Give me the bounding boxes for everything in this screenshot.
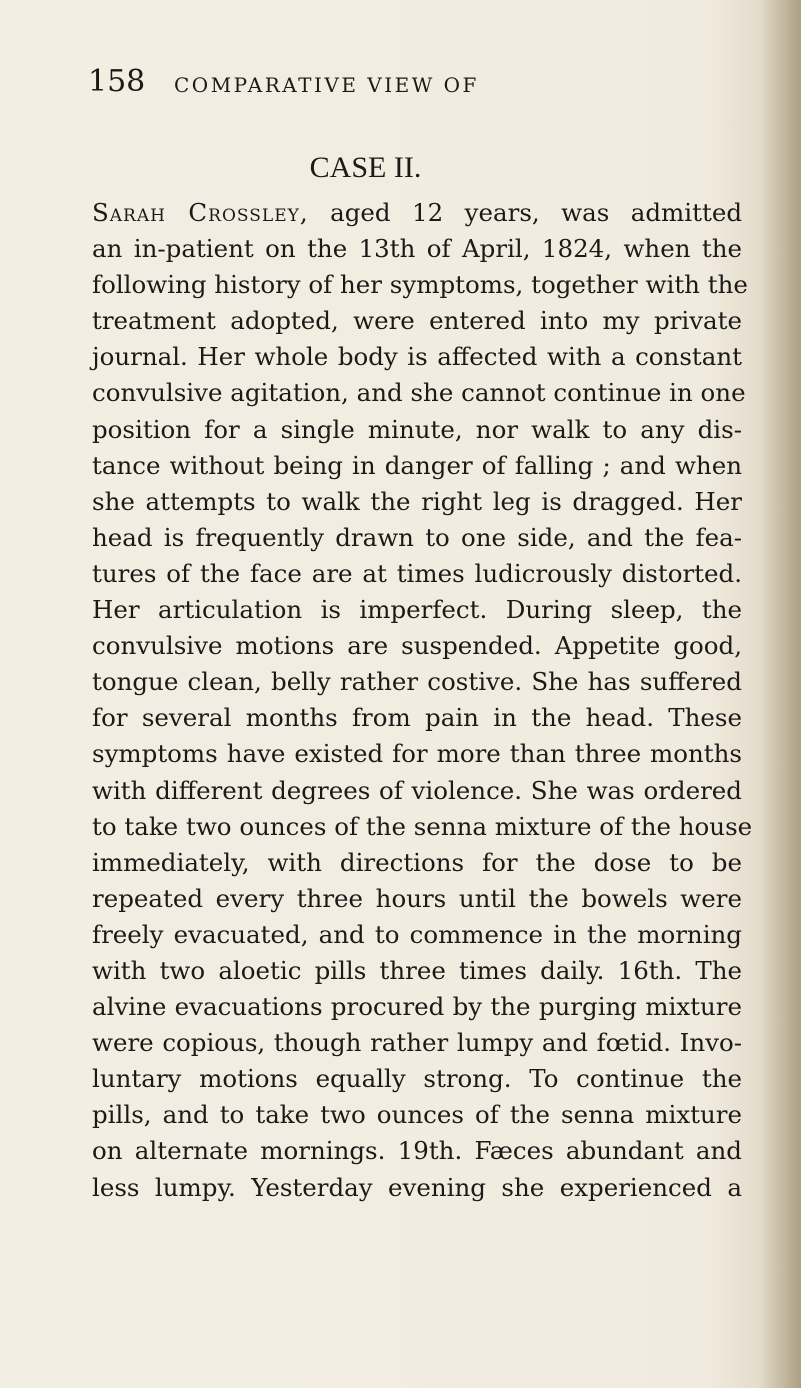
- text-line: [92, 195, 742, 231]
- text-line: following history of her symptoms, together with the: [92, 270, 748, 300]
- text-line: with different degrees of violence. She was ordered: [92, 775, 742, 805]
- text-line: repeated every three hours until the bowels were: [92, 883, 742, 913]
- text-line: symptoms have existed for more than three months: [92, 739, 742, 769]
- text-line: on alternate mornings. 19th. Fæces abundant and: [92, 1136, 742, 1166]
- text-line: an in-patient on the 13th of April, 1824, when the: [92, 234, 742, 264]
- text-line: Her articulation is imperfect. During sleep, the: [92, 595, 742, 625]
- text-line: luntary motions equally strong. To continue the: [92, 1064, 742, 1094]
- text-line: to take two ounces of the senna mixture of the house: [92, 811, 753, 841]
- text-line: journal. Her whole body is affected with a constant: [92, 342, 742, 372]
- page-number: 158: [88, 64, 146, 99]
- running-head: [0, 62, 801, 102]
- text-line: convulsive agitation, and she cannot continue in one: [92, 378, 746, 408]
- text-line: she attempts to walk the right leg is dragged. Her: [92, 486, 742, 516]
- text-line: tongue clean, belly rather costive. She has suffered: [92, 667, 742, 697]
- text-line-rest: aged 12 years, was admitted: [308, 198, 742, 227]
- running-title: COMPARATIVE VIEW OF: [174, 73, 479, 97]
- patient-name: Sarah Crossley,: [92, 198, 309, 227]
- text-line: tance without being in danger of falling ; and when: [92, 450, 742, 480]
- page-edge-shadow: [759, 0, 801, 1388]
- text-line: were copious, though rather lumpy and fœtid. Invo-: [92, 1028, 742, 1058]
- text-line: position for a single minute, nor walk to any dis-: [92, 414, 742, 444]
- text-line: immediately, with directions for the dose to be: [92, 847, 742, 877]
- text-line: treatment adopted, were entered into my private: [92, 306, 742, 336]
- case-title: CASE II.: [309, 151, 422, 184]
- text-line: with two aloetic pills three times daily. 16th. The: [92, 955, 742, 985]
- text-line: pills, and to take two ounces of the senna mixture: [92, 1100, 742, 1130]
- text-line: head is frequently drawn to one side, and the fea-: [92, 522, 742, 552]
- text-line: convulsive motions are suspended. Appetite good,: [92, 631, 742, 661]
- text-line: less lumpy. Yesterday evening she experienced a: [92, 1172, 742, 1202]
- text-line: for several months from pain in the head. These: [92, 703, 742, 733]
- text-line: tures of the face are at times ludicrously distorted.: [92, 558, 742, 588]
- text-line: freely evacuated, and to commence in the morning: [92, 919, 742, 949]
- case-body-text: [92, 195, 753, 1206]
- text-line: alvine evacuations procured by the purging mixture: [92, 992, 742, 1022]
